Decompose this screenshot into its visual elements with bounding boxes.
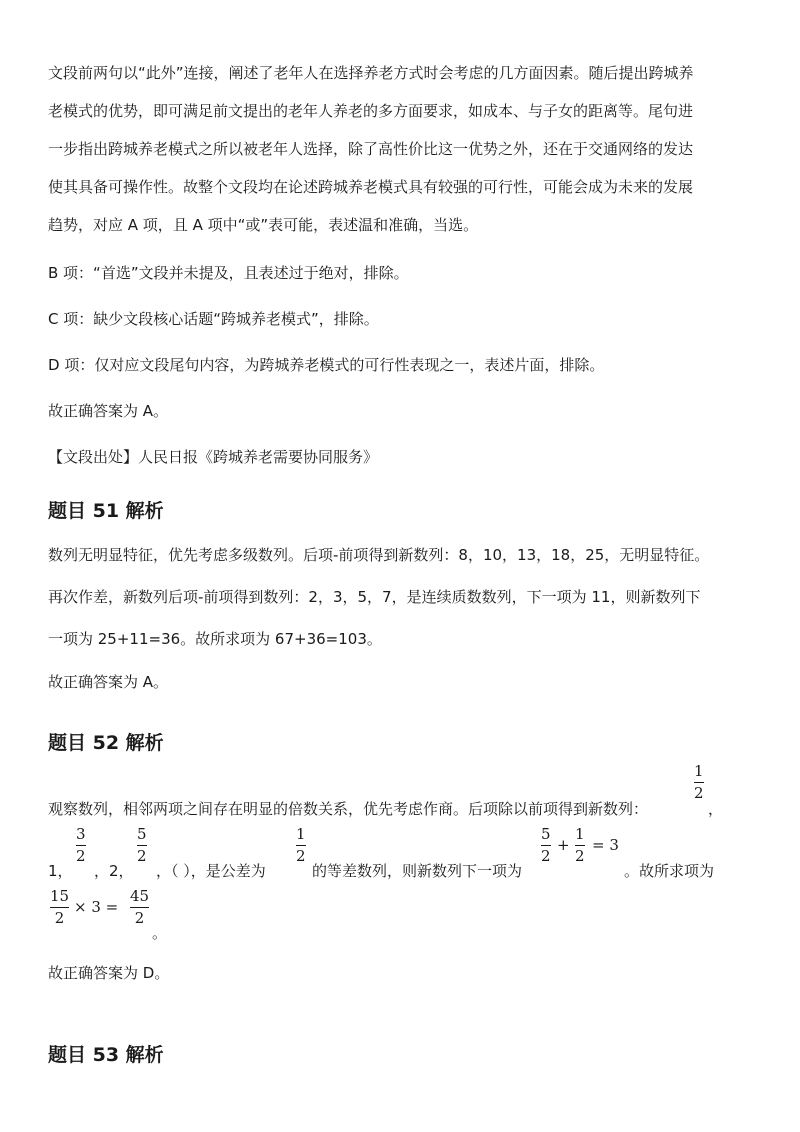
fraction-denominator: 2 <box>54 909 65 927</box>
option-c-explanation: C 项：缺少文段核心话题“跨城养老模式”，排除。 <box>48 310 379 328</box>
fraction-3-2 <box>76 826 86 865</box>
fraction-numerator: 1 <box>575 825 585 843</box>
paragraph-line: 观察数列，相邻两项之间存在明显的倍数关系，优先考虑作商。后项除以前项得到新数列： <box>48 800 649 818</box>
fraction-bar <box>541 845 551 846</box>
paragraph-line: 再次作差，新数列后项-前项得到数列：2，3，5，7，是连续质数数列，下一项为 11，则新数列下 <box>48 588 701 606</box>
paragraph-text: 。故所求项为 <box>624 862 715 880</box>
fraction-bar <box>76 845 86 846</box>
fraction-denominator: 2 <box>137 847 147 865</box>
fraction-bar <box>130 907 149 908</box>
times-three: × 3 = <box>74 898 119 916</box>
fraction-numerator: 5 <box>137 825 147 843</box>
fraction-bar <box>296 845 306 846</box>
plus-sign: + <box>557 836 570 854</box>
comma: ， <box>708 800 724 818</box>
fraction-denominator: 2 <box>541 847 551 865</box>
fraction-45-2 <box>130 888 149 927</box>
sequence-term: 1， <box>48 862 73 880</box>
fraction-15-2 <box>50 888 69 927</box>
paragraph-line: 老模式的优势，即可满足前文提出的老年人养老的多方面要求，如成本、与子女的距离等。尾句进 <box>48 102 694 120</box>
fraction-denominator: 2 <box>76 847 86 865</box>
source-line: 【文段出处】人民日报《跨城养老需要协同服务》 <box>48 448 379 466</box>
question-53-title: 题目 53 解析 <box>48 1044 164 1066</box>
fraction-1-2 <box>575 826 585 865</box>
fraction-numerator: 3 <box>76 825 86 843</box>
fraction-numerator: 15 <box>50 887 70 905</box>
fraction-numerator: 1 <box>694 762 704 780</box>
fraction-denominator: 2 <box>575 847 585 865</box>
answer-line: 故正确答案为 A。 <box>48 402 169 420</box>
paragraph-text: ，（ ），是公差为 <box>156 862 266 880</box>
fraction-denominator: 2 <box>694 784 704 802</box>
fraction-5-2 <box>137 826 147 865</box>
answer-line: 故正确答案为 D。 <box>48 964 170 982</box>
fraction-bar <box>50 907 69 908</box>
paragraph-line: 使其具备可操作性。故整个文段均在论述跨城养老模式具有较强的可行性，可能会成为未来的发展 <box>48 178 694 196</box>
sequence-term: ，2， <box>94 862 134 880</box>
fraction-denominator: 2 <box>296 847 306 865</box>
paragraph-line: 一步指出跨城养老模式之所以被老年人选择，除了高性价比这一优势之外，还在于交通网络的发达 <box>48 140 694 158</box>
question-52-title: 题目 52 解析 <box>48 732 164 754</box>
option-b-explanation: B 项：“首选”文段并未提及，且表述过于绝对，排除。 <box>48 264 409 282</box>
fraction-bar <box>137 845 147 846</box>
fraction-1-2 <box>296 826 306 865</box>
answer-line: 故正确答案为 A。 <box>48 673 169 691</box>
paragraph-line: 数列无明显特征，优先考虑多级数列。后项-前项得到新数列：8，10，13，18，25，无明显特征。 <box>48 546 710 564</box>
fraction-numerator: 45 <box>130 887 150 905</box>
fraction-5-2 <box>541 826 551 865</box>
paragraph-line: 文段前两句以“此外”连接，阐述了老年人在选择养老方式时会考虑的几方面因素。随后提出跨城养 <box>48 64 694 82</box>
paragraph-line: 趋势，对应 A 项，且 A 项中“或”表可能，表述温和准确，当选。 <box>48 216 479 234</box>
fraction-bar <box>694 782 704 783</box>
option-d-explanation: D 项：仅对应文段尾句内容，为跨城养老模式的可行性表现之一，表述片面，排除。 <box>48 356 605 374</box>
fraction-numerator: 5 <box>541 825 551 843</box>
paragraph-line: 一项为 25+11=36。故所求项为 67+36=103。 <box>48 630 382 648</box>
fraction-denominator: 2 <box>134 909 145 927</box>
fraction-numerator: 1 <box>296 825 306 843</box>
fraction-1-2 <box>694 763 704 802</box>
equals-three: = 3 <box>592 836 619 854</box>
fraction-bar <box>575 845 585 846</box>
paragraph-text: 的等差数列，则新数列下一项为 <box>312 862 523 880</box>
question-51-title: 题目 51 解析 <box>48 500 164 522</box>
period: 。 <box>152 924 168 942</box>
